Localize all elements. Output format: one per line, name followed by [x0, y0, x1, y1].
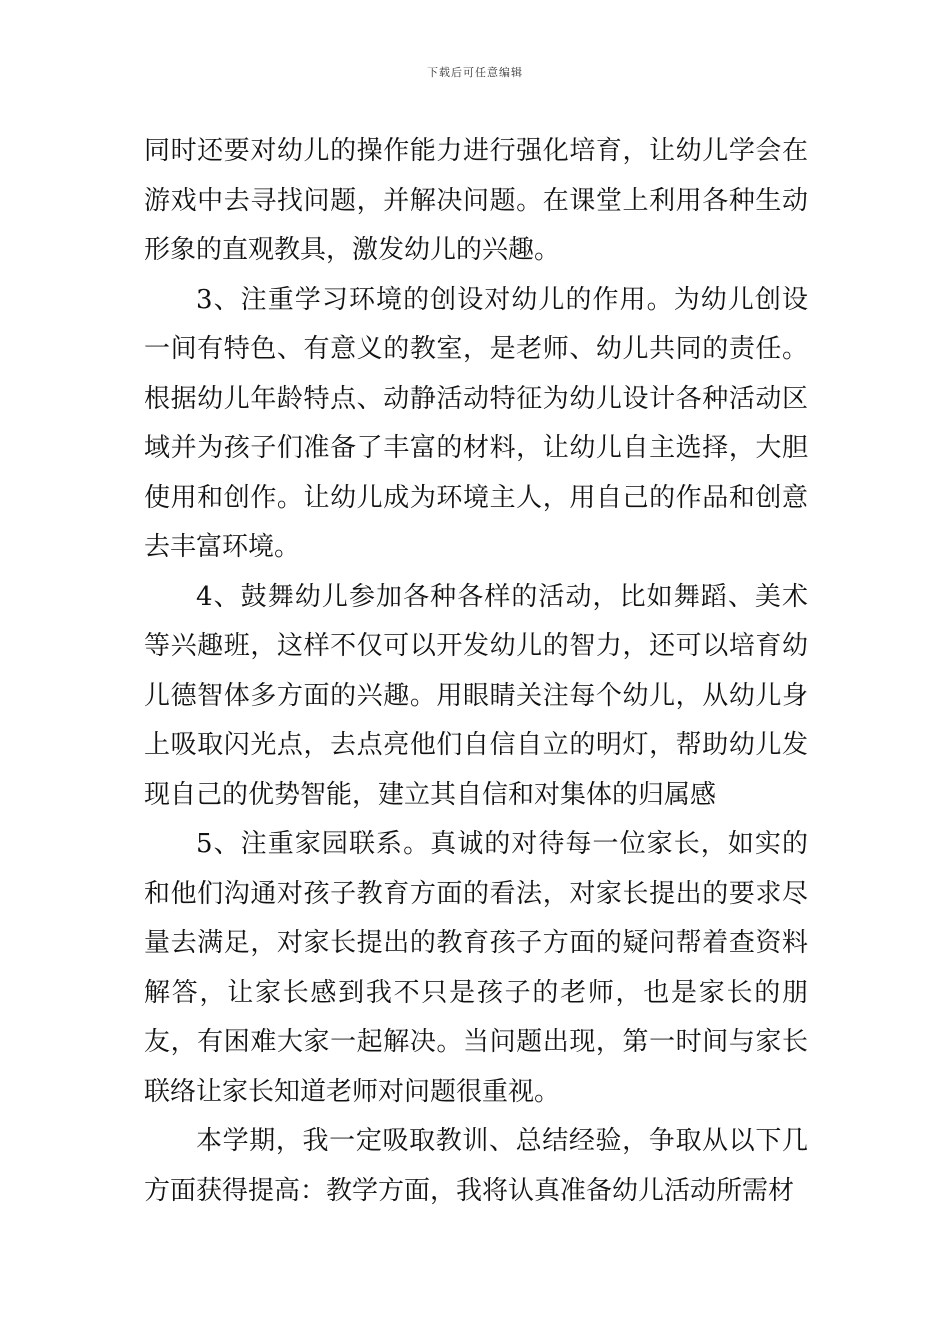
paragraph-5: 本学期，我一定吸取教训、总结经验，争取从以下几方面获得提高：教学方面，我将认真准备幼儿活动所需材: [144, 1126, 808, 1206]
paragraph-3: 4、鼓舞幼儿参加各种各样的活动，比如舞蹈、美术等兴趣班，这样不仅可以开发幼儿的智力，还可以培育幼儿德智体多方面的兴趣。用眼睛关注每个幼儿，从幼儿身上吸取闪光点，去点亮他们自信自立的明灯，帮助幼儿发现自己的优势智能，建立其自信和对集体的归属感: [144, 581, 808, 810]
document-body: [144, 127, 808, 1216]
page-header: 下载后可任意编辑: [427, 66, 523, 79]
paragraph-1: 同时还要对幼儿的操作能力进行强化培育，让幼儿学会在游戏中去寻找问题，并解决问题。在课堂上利用各种生动形象的直观教具，激发幼儿的兴趣。: [144, 136, 808, 265]
paragraph-4: 5、注重家园联系。真诚的对待每一位家长，如实的和他们沟通对孩子教育方面的看法，对家长提出的要求尽量去满足，对家长提出的教育孩子方面的疑问帮着查资料解答，让家长感到我不只是孩子的老师，也是家长的朋友，有困难大家一起解决。当问题出现，第一时间与家长联络让家长知道老师对问题很重视。: [144, 829, 808, 1107]
paragraph-2: 3、注重学习环境的创设对幼儿的作用。为幼儿创设一间有特色、有意义的教室，是老师、幼儿共同的责任。根据幼儿年龄特点、动静活动特征为幼儿设计各种活动区域并为孩子们准备了丰富的材料，让幼儿自主选择，大胆使用和创作。让幼儿成为环境主人，用自己的作品和创意去丰富环境。: [144, 284, 808, 562]
